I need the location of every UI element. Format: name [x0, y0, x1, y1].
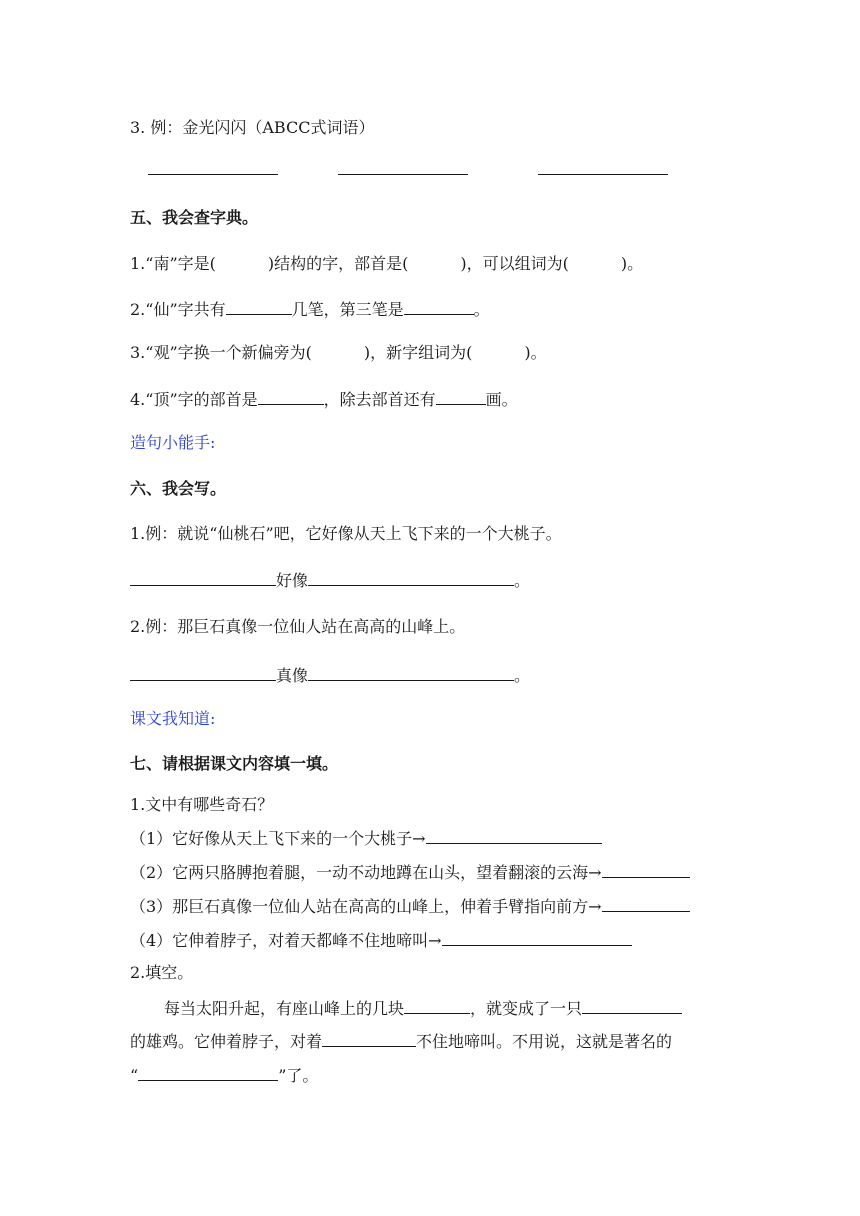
answer-line[interactable] — [130, 664, 276, 681]
stone-item-4: （4）它伸着脖子，对着天都峰不住地啼叫→ — [130, 929, 632, 951]
answer-line[interactable] — [138, 1064, 278, 1081]
write-line-6-2: 真像 。 — [130, 664, 530, 686]
answer-line[interactable] — [308, 569, 514, 586]
section-5-title: 五、我会查字典。 — [130, 208, 259, 227]
question-5-3: 3.“观”字换一个新偏旁为( )，新字组词为( )。 — [130, 343, 547, 362]
answer-line[interactable] — [442, 929, 632, 946]
stone-item-3: （3）那巨石真像一位仙人站在高高的山峰上，伸着手臂指向前方→ — [130, 895, 690, 917]
label-kewen: 课文我知道: — [130, 709, 216, 728]
answer-line[interactable] — [308, 664, 514, 681]
question-7-1: 1.文中有哪些奇石？ — [130, 795, 274, 814]
answer-line[interactable] — [426, 827, 602, 844]
fill-paragraph-line-2: 的雄鸡。它伸着脖子，对着 不住地啼叫。不用说，这就是著名的 — [130, 1032, 673, 1051]
answer-line[interactable] — [148, 174, 278, 175]
answer-line[interactable] — [436, 388, 486, 405]
answer-line[interactable] — [538, 174, 668, 175]
answer-line[interactable] — [404, 298, 474, 315]
answer-line[interactable] — [258, 388, 324, 405]
answer-line[interactable] — [322, 1030, 416, 1047]
section-7-title: 七、请根据课文内容填一填。 — [130, 754, 339, 773]
fill-paragraph-line-3: “ ”了。 — [130, 1066, 319, 1085]
example-abcc: 3. 例：金光闪闪（ABCC式词语） — [130, 118, 375, 137]
answer-line[interactable] — [582, 997, 682, 1014]
answer-line[interactable] — [226, 298, 292, 315]
stone-item-2: （2）它两只胳膊抱着腿，一动不动地蹲在山头，望着翻滚的云海→ — [130, 861, 690, 883]
fill-paragraph-line-1: 每当太阳升起，有座山峰上的几块 ，就变成了一只 — [164, 997, 682, 1019]
question-7-2: 2.填空。 — [130, 963, 194, 982]
answer-line[interactable] — [404, 997, 470, 1014]
answer-line[interactable] — [338, 174, 468, 175]
write-line-6-1: 好像 。 — [130, 569, 530, 591]
answer-line[interactable] — [130, 569, 276, 586]
question-5-1: 1.“南”字是( )结构的字，部首是( )，可以组词为( )。 — [130, 254, 644, 273]
answer-line[interactable] — [602, 861, 690, 878]
label-zaoju: 造句小能手: — [130, 433, 216, 452]
example-6-1: 1.例：就说“仙桃石”吧，它好像从天上飞下来的一个大桃子。 — [130, 524, 562, 543]
stone-item-1: （1）它好像从天上飞下来的一个大桃子→ — [130, 827, 602, 849]
example-6-2: 2.例：那巨石真像一位仙人站在高高的山峰上。 — [130, 617, 466, 636]
answer-line[interactable] — [602, 895, 690, 912]
section-6-title: 六、我会写。 — [130, 479, 227, 498]
question-5-4: 4.“顶”字的部首是 ，除去部首还有 画。 — [130, 390, 518, 409]
question-5-2: 2.“仙”字共有 几笔，第三笔是 。 — [130, 300, 490, 319]
